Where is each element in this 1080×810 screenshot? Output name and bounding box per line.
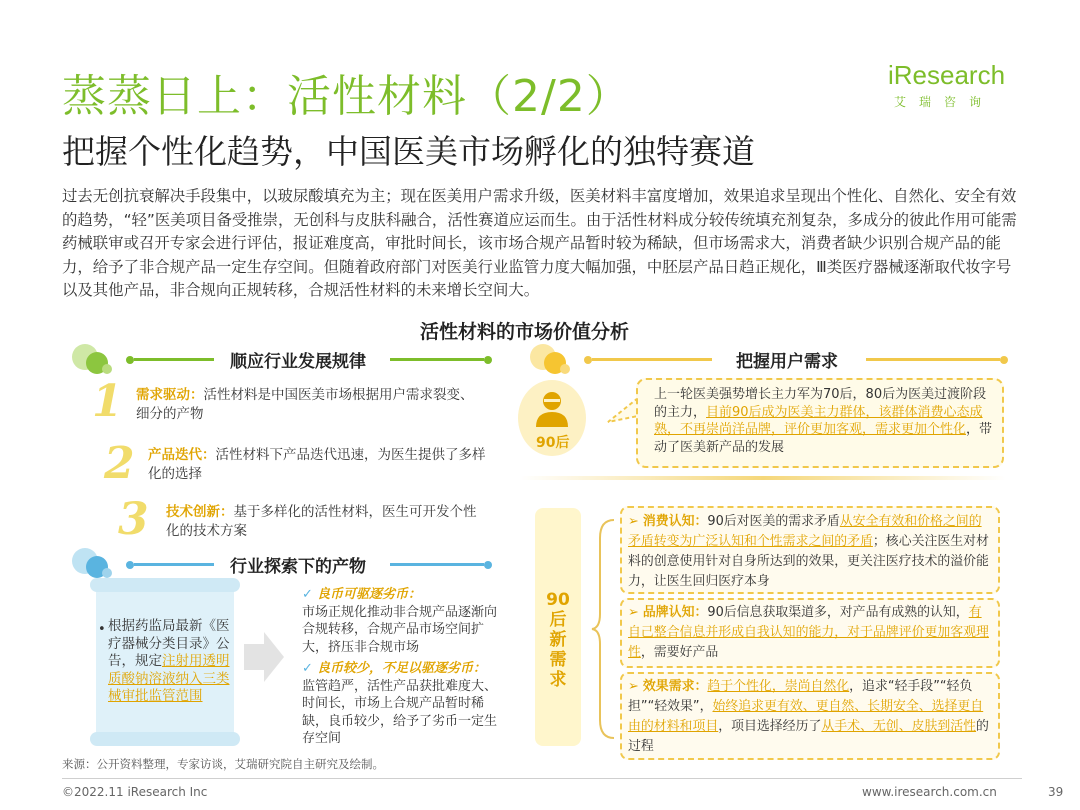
bullet: • — [98, 622, 106, 637]
card-text — [628, 677, 990, 757]
regulation-text — [108, 618, 230, 706]
item-number: 1 — [92, 376, 123, 427]
user-icon — [534, 390, 570, 428]
blue-dots-icon — [72, 546, 118, 582]
bubble-text-highlight: 目前90后成为医美主力群体，该群体消费心态成熟，不再崇尚洋品牌，评价更加客观，需求更加个性化 — [654, 404, 983, 438]
line-dot-icon — [126, 561, 134, 569]
section-divider — [390, 563, 484, 566]
card-text — [628, 512, 990, 592]
intro-paragraph: 过去无创抗衰解决手段集中，以玻尿酸填充为主；现在医美用户需求升级，医美材料丰富度增加，效果追求呈现出个性化、自然化、安全有效的趋势，“轻”医美项目备受推崇，无创科与皮肤科融合，活性赛道应运而生。由于活性材料成分较传统填充剂复杂，多成分的彼此作用可能需药械联审或召开专家会进行评估，报证难度高，审批时间长，该市场合规产品暂时较为稀缺，但市场需求大，消费者缺少识别合规产品的能力，给予了非合规产品一定生存空间。但随着政府部门对医美行业监管力度大幅加强，中胚层产品日趋正规化，Ⅲ类医疗器械逐渐取代妆字号以及其他产品，非合规向正规转移，合规活性材料的未来增长空间大。 — [62, 187, 1017, 299]
brace-icon — [590, 518, 616, 740]
card-text-highlight: 始终追求更有效、更自然、长期安全、选择更自由的材料和项目 — [628, 699, 984, 734]
card-text-plain: 的过程 — [628, 719, 989, 754]
website-link[interactable]: www.iresearch.com.cn — [862, 785, 997, 799]
list-item — [166, 503, 486, 541]
line-dot-icon — [1000, 356, 1008, 364]
copyright: ©2022.11 iResearch Inc — [62, 785, 208, 799]
section-title-user-demand: 把握用户需求 — [736, 352, 838, 372]
card-key: 品牌认知： — [642, 605, 708, 620]
section-title-industry-law: 顺应行业发展规律 — [230, 352, 366, 372]
line-dot-icon — [584, 356, 592, 364]
logo-text: iResearch — [888, 60, 1006, 90]
speech-tail-icon — [606, 396, 640, 426]
item-number: 2 — [104, 438, 135, 489]
source-note: 来源：公开资料整理，专家访谈，艾瑞研究院自主研究及绘制。 — [62, 757, 384, 771]
arrow-bullet-icon: ➢ — [628, 679, 639, 694]
section-divider — [592, 358, 712, 361]
arrow-bullet-icon: ➢ — [628, 514, 639, 529]
line-dot-icon — [484, 561, 492, 569]
yellow-dots-icon — [530, 342, 576, 378]
item-key: 技术创新： — [166, 504, 234, 520]
arrow-right-icon — [244, 632, 284, 682]
footer-divider — [62, 778, 1022, 779]
regulation-text-plain: 根据药监局最新《医疗器械分类目录》公告，规定 — [108, 618, 230, 669]
card-text-plain: 90后对医美的需求矛盾 — [707, 514, 840, 529]
line-dot-icon — [126, 356, 134, 364]
result-key: 良币较少，不足以驱逐劣币： — [317, 661, 487, 676]
card-text-highlight: 从安全有效和价格之间的矛盾转变为广泛认知和个性需求之间的矛盾 — [628, 514, 982, 549]
card-text-highlight: 有自己整合信息并形成自我认知的能力，对于品牌评价更加客观理性 — [628, 605, 989, 660]
card-text-highlight: 从手术、无创、皮肤到活性 — [821, 719, 977, 734]
regulation-text-highlight: 注射用透明质酸钠溶液纳入三类械审批监管范围 — [108, 653, 230, 704]
card-text-plain: ；核心关注医生对材料的创意使用针对自身所达到的效果，更关注医疗技术的溢价能力，让医生回归医疗本身 — [628, 534, 989, 589]
check-icon: ✓ — [302, 661, 313, 676]
item-text: 活性材料是中国医美市场根据用户需求裂变、细分的产物 — [136, 387, 474, 422]
bubble-text-plain: 上一轮医美强势增长主力军为70后，80后为医美过渡阶段的主力， — [654, 387, 987, 420]
card-text — [628, 603, 990, 663]
list-item — [148, 446, 488, 484]
page-title: 蒸蒸日上：活性材料（2/2） — [62, 71, 631, 122]
section-divider — [134, 358, 214, 361]
item-key: 需求驱动： — [136, 387, 204, 403]
card-text-plain: ，追求“轻手段”“轻负担”“轻效果”， — [628, 679, 973, 714]
avatar-label: 90后 — [536, 435, 570, 451]
section-title-industry-product: 行业探索下的产物 — [230, 557, 366, 577]
logo-subtext: 艾瑞咨询 — [894, 95, 995, 109]
check-icon: ✓ — [302, 587, 313, 602]
result-key: 良币可驱逐劣币： — [317, 587, 422, 602]
bubble-text-plain: ，带动了医美新产品的发展 — [654, 422, 993, 455]
card-key: 消费认知： — [642, 514, 708, 529]
card-text-plain: ，需要好产品 — [640, 645, 719, 660]
section-divider — [390, 358, 484, 361]
list-item — [136, 386, 486, 424]
result-few-good-money — [302, 660, 502, 748]
result-text: 市场正规化推动非合规产品逐渐向合规转移，合规产品市场空间扩大，挤压非合规市场 — [302, 604, 498, 655]
new-demand-label: 90后新需求 — [546, 590, 570, 690]
green-dots-icon — [72, 342, 118, 378]
divider — [520, 476, 1006, 480]
page-subtitle: 把握个性化趋势，中国医美市场孵化的独特赛道 — [62, 132, 755, 171]
item-key: 产品迭代： — [148, 447, 216, 463]
bubble-text — [654, 386, 994, 456]
card-text-plain: ，项目选择经历了 — [718, 719, 822, 734]
item-number: 3 — [118, 494, 149, 545]
line-dot-icon — [484, 356, 492, 364]
card-text-highlight: 趋于个性化，崇尚自然化 — [707, 679, 850, 694]
section-divider — [866, 358, 1000, 361]
item-text: 基于多样化的活性材料，医生可开发个性化的技术方案 — [166, 504, 477, 539]
iresearch-logo — [888, 60, 1028, 110]
result-text: 监管趋严，活性产品获批难度大、时间长，市场上合规产品暂时稀缺，良币较少，给予了劣币一定生存空间 — [302, 678, 498, 746]
result-good-money — [302, 586, 502, 656]
card-text-plain: 90后信息获取渠道多，对产品有成熟的认知， — [707, 605, 969, 620]
item-text: 活性材料下产品迭代迅速，为医生提供了多样化的选择 — [148, 447, 486, 482]
card-key: 效果需求： — [642, 679, 708, 694]
page-number: 39 — [1048, 785, 1064, 799]
diagram-title: 活性材料的市场价值分析 — [420, 321, 630, 343]
section-divider — [134, 563, 214, 566]
arrow-bullet-icon: ➢ — [628, 605, 639, 620]
